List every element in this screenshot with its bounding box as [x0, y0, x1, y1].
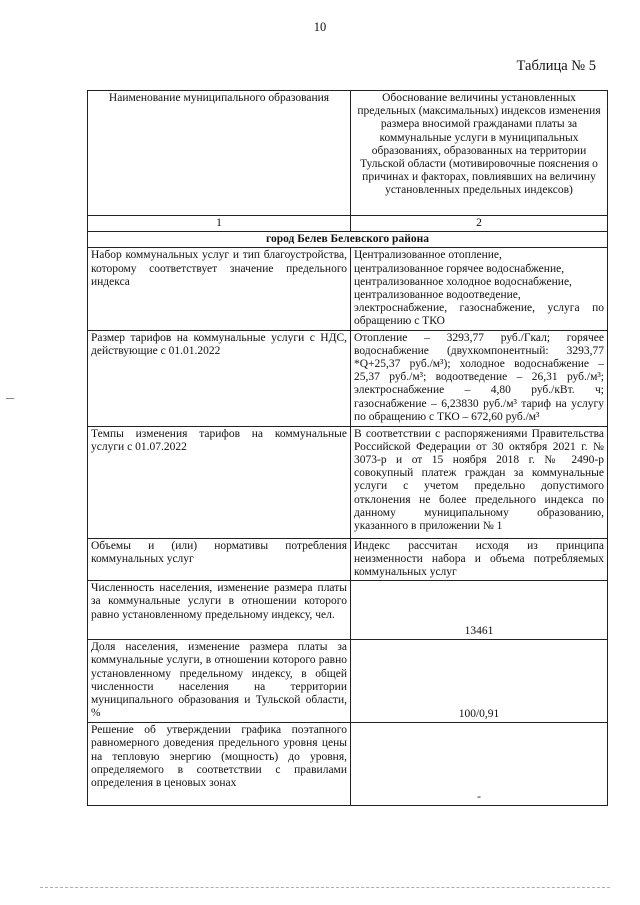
- table-row: [88, 248, 608, 330]
- municipality-name: город Белев Белевского района: [88, 232, 608, 248]
- row-value-tariff-rate: В соответствии с распоряжениями Правительства Российской Федерации от 30 октября 2021 г. № 3073-р и от 15 ноября 2018 г. № 2490-р совокупный платеж граждан за коммунальные услуги с учетом предельно допустимого отклонения не более предельного индекса по данному муниципальному образованию, указанного в приложении № 1: [351, 426, 608, 538]
- row-label-population: Численность населения, изменение размера платы за коммунальные услуги в отношении которого равно установленному предельному индексу, чел.: [88, 581, 351, 640]
- row-value-population-share: 100/0,91: [351, 640, 608, 723]
- row-label-population-share: Доля населения, изменение размера платы за коммунальные услуги, в отношении которого равно установленному предельному индексу, в общей численности населения на территории муниципального образования и Тульской области, %: [88, 640, 351, 723]
- table-row: [88, 640, 608, 723]
- margin-mark: [6, 398, 14, 399]
- table-row: [88, 723, 608, 806]
- table-row: [88, 581, 608, 640]
- row-label-services: Набор коммунальных услуг и тип благоустройства, которому соответствует значение предельного индекса: [88, 248, 351, 330]
- table-row: [88, 538, 608, 581]
- table-header-row: [88, 91, 608, 216]
- column-number-2: 2: [351, 216, 608, 232]
- row-label-tariffs: Размер тарифов на коммунальные услуги с НДС, действующие с 01.01.2022: [88, 330, 351, 426]
- municipality-row: [88, 232, 608, 248]
- row-value-decision: -: [351, 723, 608, 806]
- row-label-decision: Решение об утверждении графика поэтапного равномерного доведения предельного уровня цены на тепловую энергию (мощность) до уровня, определяемого в соответствии с правилами определения в ценовых зонах: [88, 723, 351, 806]
- header-col1: Наименование муниципального образования: [88, 91, 351, 216]
- column-number-row: [88, 216, 608, 232]
- row-label-volumes: Объемы и (или) нормативы потребления коммунальных услуг: [88, 538, 351, 581]
- row-value-services: Централизованное отопление, централизованное горячее водоснабжение, централизованное холодное водоснабжение, централизованное водоотведение, электроснабжение, газоснабжение, услуга по обращению с ТКО: [351, 248, 608, 330]
- table-label: Таблица № 5: [516, 58, 596, 74]
- row-value-population: 13461: [351, 581, 608, 640]
- tariff-table: [87, 90, 608, 806]
- row-value-tariffs: Отопление – 3293,77 руб./Гкал; горячее водоснабжение (двухкомпонентный: 3293,77 *Q+25,37 руб./м³); холодное водоснабжение – 25,37 руб./м³; водоотведение – 26,31 руб./м³; электроснабжение – 4,80 руб./кВт. ч; газоснабжение – 6,23830 руб./м³ тариф на услугу по обращению с ТКО – 672,60 руб./м³: [351, 330, 608, 426]
- row-value-volumes: Индекс рассчитан исходя из принципа неизменности набора и объема потребляемых коммунальных услуг: [351, 538, 608, 581]
- row-label-tariff-rate: Темпы изменения тарифов на коммунальные услуги с 01.07.2022: [88, 426, 351, 538]
- column-number-1: 1: [88, 216, 351, 232]
- page-number: 10: [313, 20, 327, 34]
- page-bottom-line: [40, 887, 610, 888]
- table-row: [88, 330, 608, 426]
- table-row: [88, 426, 608, 538]
- header-col2: Обоснование величины установленных предельных (максимальных) индексов изменения размера вносимой гражданами платы за коммунальные услуги в муниципальных образованиях, образованных на территории Тульской области (мотивировочные пояснения о причинах и факторах, повлиявших на величину установленных предельных индексов): [351, 91, 608, 216]
